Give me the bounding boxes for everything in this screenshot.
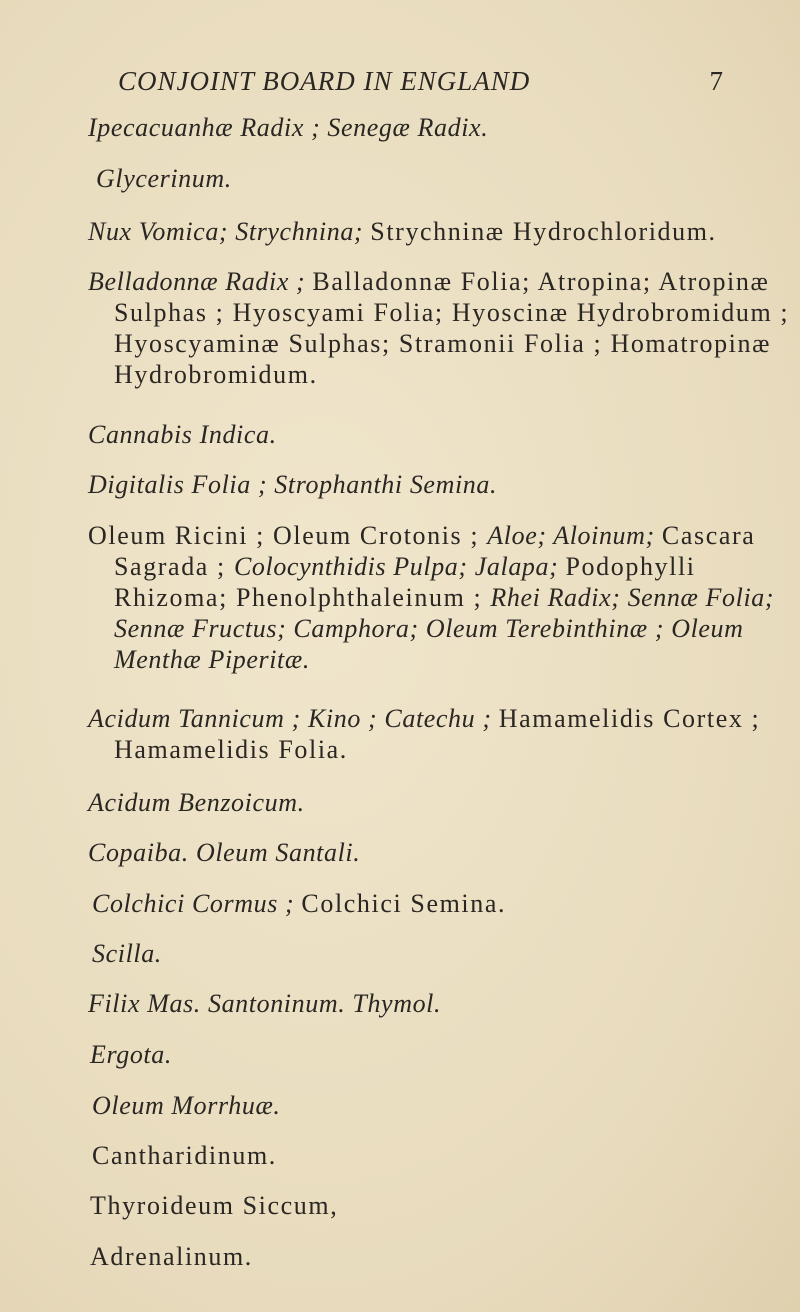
drug-entry	[88, 112, 800, 143]
drug-entry	[88, 419, 800, 450]
drug-entry	[92, 1090, 800, 1121]
running-title: CONJOINT BOARD IN ENGLAND	[118, 66, 531, 96]
entry-text: Colchici Cormus ;	[92, 889, 302, 918]
entry-text: Colocynthidis Pulpa; Jalapa;	[233, 552, 566, 581]
entry-text: Podophylli Rhizoma; Phenolphthaleinum ;	[114, 552, 696, 612]
entry-text: Ergota.	[90, 1040, 172, 1069]
entry-text: Adrenalinum.	[90, 1242, 253, 1271]
entry-text: Balladonnæ Folia; Atropina; Atropinæ Sulphas ; Hyoscyami Folia; Hyoscinæ Hydrobromidum ; Hyoscyaminæ Sulphas; Stramonii Folia ; Homatropinæ Hydrobromidum.	[114, 267, 790, 389]
entry-text: Oleum Ricini ; Oleum Crotonis ;	[88, 521, 488, 550]
drug-entry	[90, 1241, 800, 1272]
entry-text: Hamamelidis Cortex ; Hamamelidis Folia.	[114, 704, 761, 764]
drug-entry	[88, 988, 800, 1019]
entry-text: Scilla.	[92, 939, 162, 968]
entry-text: Rhei Radix; Sennæ Folia; Sennæ Fructus; Camphora; Oleum Terebinthinæ ; Oleum Menthæ Piperitæ.	[114, 583, 775, 674]
entry-text: Belladonnæ Radix ;	[88, 267, 313, 296]
entry-text: Acidum Tannicum ; Kino ; Catechu ;	[88, 704, 499, 733]
drug-entry	[88, 787, 800, 818]
entry-text: Copaiba. Oleum Santali.	[88, 838, 361, 867]
entry-text: Filix Mas. Santoninum. Thymol.	[88, 989, 442, 1018]
drug-entry	[90, 1039, 800, 1070]
entry-text: Aloe; Aloinum;	[487, 521, 662, 550]
entry-text: Acidum Benzoicum.	[88, 788, 305, 817]
entry-text: Cantharidinum.	[92, 1141, 277, 1170]
drug-entry	[90, 1190, 800, 1221]
drug-entry	[92, 1140, 800, 1171]
entry-text: Cascara Sagrada ;	[114, 521, 756, 581]
entry-text: Nux Vomica; Strychnina;	[88, 217, 371, 246]
entry-text: Cannabis Indica.	[88, 420, 277, 449]
drug-entry	[88, 520, 800, 675]
entry-text: Glycerinum.	[96, 164, 232, 193]
drug-entry	[96, 163, 800, 194]
entry-text: Strychninæ Hydrochloridum.	[370, 217, 717, 246]
drug-entry	[88, 703, 800, 765]
drug-entry	[88, 216, 800, 247]
entry-text: Thyroideum Siccum,	[90, 1191, 339, 1220]
page-number: 7	[709, 66, 724, 96]
drug-entry	[88, 469, 800, 500]
drug-entry	[88, 837, 800, 868]
drug-entry	[92, 938, 800, 969]
entry-text: Oleum Morrhuæ.	[92, 1091, 281, 1120]
page-header	[118, 66, 758, 97]
entry-text: Ipecacuanhæ Radix ; Senegæ Radix.	[88, 113, 489, 142]
entry-text: Digitalis Folia ; Strophanthi Semina.	[88, 470, 498, 499]
drug-entry	[88, 266, 800, 390]
drug-entry	[92, 888, 800, 919]
entry-text: Colchici Semina.	[301, 889, 507, 918]
